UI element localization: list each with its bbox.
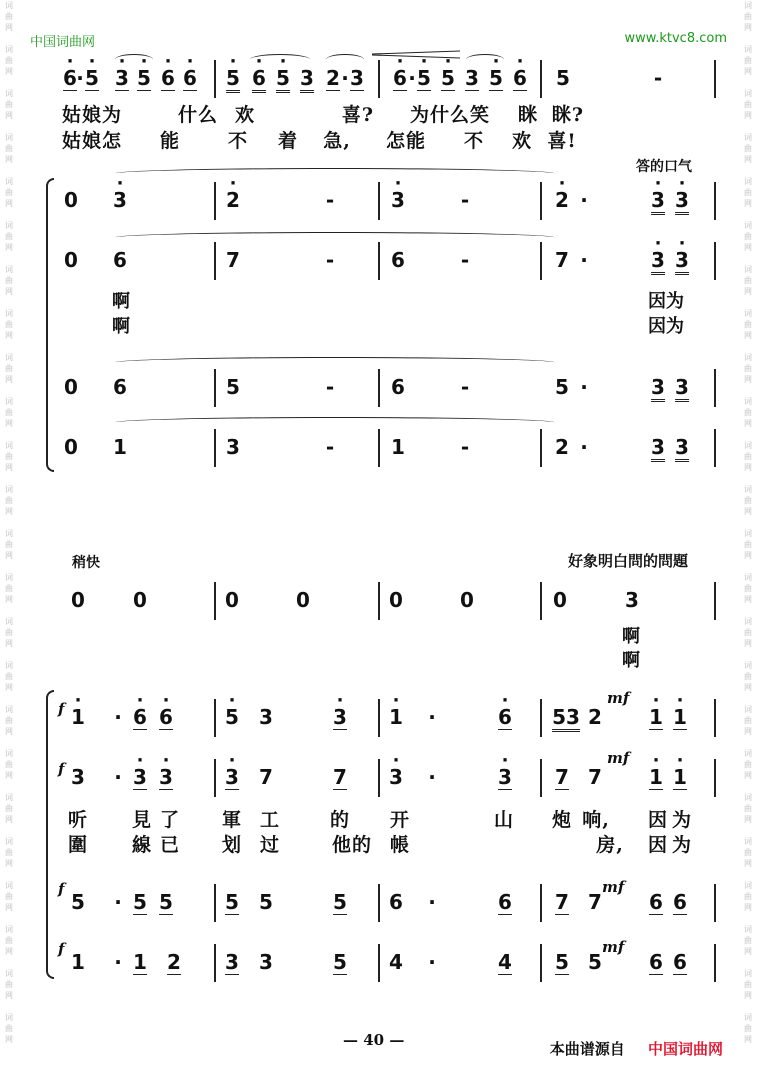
- note: · 5: [417, 66, 431, 91]
- note: · 5: [85, 66, 99, 91]
- note: 3: [465, 66, 479, 90]
- note: · 3: [115, 66, 129, 91]
- side-watermark-left: 词 曲 网 词 曲 网 词 曲 网 词 曲 网 词 曲 网 词 曲 网 词 曲 网 词 曲 网 词 曲 网 词 曲 网 词 曲 网 词 曲 网 词 曲 网 词 曲 网 词 曲 网 词 曲 网 词 曲 网 词 曲 网 词 曲 网 词 曲 网 词 曲 网 词 曲 网 词 曲 网 词 曲 网: [5, 1, 13, 1044]
- alto-row: 0 6 7 - 6 - 7 · · 3 · 3: [0, 240, 757, 280]
- bass-row: f 1 · 1 2 3 3 5 4 · 4 5 5 mf 6 6: [0, 942, 757, 982]
- note: 3: [300, 66, 314, 93]
- soprano-row: f · 1 · · 6 · 6 · 5 3 · 3 · 1 · · 6 53 2 mf · 1 · 1: [0, 697, 757, 737]
- source-credit-site: 中国词曲网: [647, 1040, 723, 1058]
- note: · 6: [513, 66, 527, 91]
- alto-lyric: 因为: [648, 316, 684, 337]
- note: 2: [326, 66, 340, 90]
- note: ·: [408, 66, 416, 90]
- tempo-mark: 稍快: [72, 555, 100, 571]
- slur: [115, 357, 555, 368]
- note: · 6: [183, 66, 197, 91]
- alto-lyric: 因为: [648, 291, 684, 312]
- note: · 6: [393, 66, 407, 91]
- slur: [115, 168, 555, 179]
- note: · 6: [252, 66, 266, 93]
- performance-annotation: 好象明白問的問題: [568, 552, 689, 570]
- alto-lyric: 啊: [112, 291, 130, 312]
- note: 3: [350, 66, 364, 90]
- note: · 5: [489, 66, 503, 91]
- soprano-row: 0 · 3 · 2 - · 3 - · 2 · · 3 · 3: [0, 180, 757, 220]
- slur: [115, 232, 555, 243]
- note: 5: [556, 66, 570, 90]
- barline: [214, 60, 216, 98]
- tenor-row: f 5 · 5 5 5 5 5 6 · 6 7 7 mf 6 6: [0, 882, 757, 922]
- source-credit-label: 本曲谱源自: [549, 1040, 625, 1058]
- note: ·: [76, 66, 84, 90]
- slur: [250, 54, 310, 65]
- note: · 6: [63, 66, 77, 91]
- note: -: [653, 66, 663, 90]
- watermark-site-url: www.ktvc8.com: [624, 31, 727, 46]
- barline: [714, 60, 716, 98]
- alto-lyric: 啊: [112, 316, 130, 337]
- bass-row: 0 1 3 - 1 - 2 · 3 3: [0, 427, 757, 467]
- note: ·: [341, 66, 349, 90]
- slur: [115, 417, 555, 428]
- note: · 6: [161, 66, 175, 91]
- page-number: — 40 —: [343, 1031, 405, 1049]
- alto-row: f 3 · · 3 · 3 · 3 7 7 · 3 · · 3 7 7 mf · 1 · 1: [0, 757, 757, 797]
- performance-annotation: 答的口气: [636, 159, 692, 175]
- slur: [115, 54, 153, 65]
- source-credit: [550, 1038, 723, 1059]
- barline: [378, 60, 380, 98]
- melody-row: [0, 58, 757, 98]
- note: · 5: [226, 66, 240, 93]
- barline: [540, 60, 542, 98]
- watermark-site-name: 中国词曲网: [30, 35, 96, 50]
- note: · 5: [137, 66, 151, 91]
- note: · 5: [441, 66, 455, 91]
- slur: [326, 54, 364, 65]
- tenor-row: 0 6 5 - 6 - 5 · 3 3: [0, 367, 757, 407]
- slur: [466, 54, 504, 65]
- side-watermark-right: 词 曲 网 词 曲 网 词 曲 网 词 曲 网 词 曲 网 词 曲 网 词 曲 网 词 曲 网 词 曲 网 词 曲 网 词 曲 网 词 曲 网 词 曲 网 词 曲 网 词 曲 网 词 曲 网 词 曲 网 词 曲 网 词 曲 网 词 曲 网 词 曲 网 词 曲 网 词 曲 网 词 曲 网: [744, 1, 752, 1044]
- note: · 5: [276, 66, 290, 93]
- solo-row: 0 0 0 0 0 0 0 3: [0, 580, 757, 620]
- solo-lyric: 啊: [622, 626, 640, 647]
- solo-lyric: 啊: [622, 650, 640, 671]
